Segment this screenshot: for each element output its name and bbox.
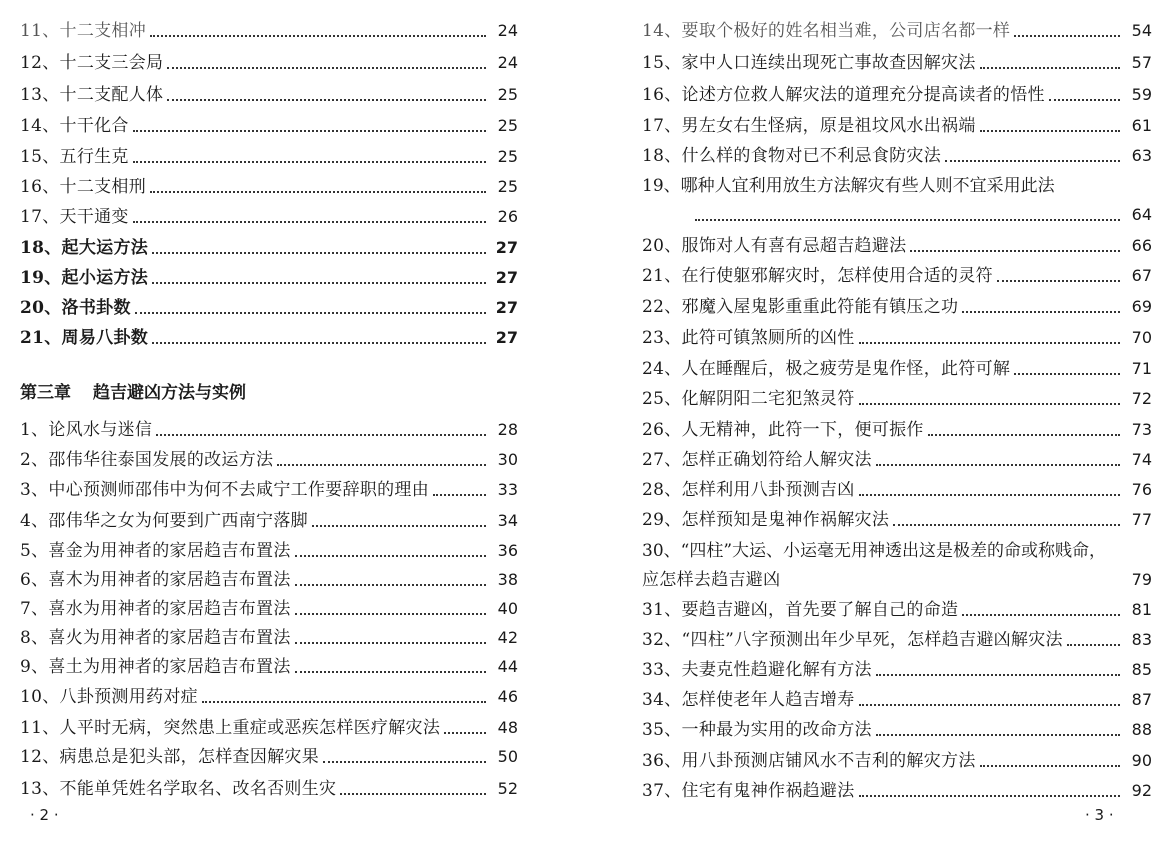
toc-entry-page: 48 xyxy=(497,718,518,737)
toc-entry[interactable] xyxy=(20,419,518,441)
dot-leader xyxy=(962,614,1120,616)
dot-leader xyxy=(152,252,486,254)
toc-entry[interactable] xyxy=(642,569,1152,591)
dot-leader xyxy=(859,403,1120,405)
toc-entry-page: 71 xyxy=(1131,359,1152,378)
toc-entry-page: 63 xyxy=(1131,146,1152,165)
toc-entry-page: 66 xyxy=(1131,236,1152,255)
dot-leader xyxy=(340,793,486,795)
toc-entry[interactable] xyxy=(642,388,1152,410)
toc-entry-label: 27、怎样正确划符给人解灾法 xyxy=(642,450,872,470)
toc-entry-label: 12、十二支三会局 xyxy=(20,53,164,73)
toc-entry-page: 30 xyxy=(497,450,518,469)
toc-entry-label: 11、十二支相冲 xyxy=(20,21,147,41)
toc-entry-label: 15、五行生克 xyxy=(20,147,129,167)
toc-entry-label: 4、邵伟华之女为何要到广西南宁落脚 xyxy=(20,511,308,531)
dot-leader xyxy=(167,67,486,69)
toc-entry-label: 17、男左女右生怪病，原是祖坟风水出祸端 xyxy=(642,116,976,136)
toc-entry[interactable] xyxy=(20,20,518,42)
toc-entry-label: 21、在行使躯邪解灾时，怎样使用合适的灵符 xyxy=(642,266,993,286)
dot-leader xyxy=(167,99,486,101)
toc-entry-page: 61 xyxy=(1131,116,1152,135)
toc-entry-label: 18、起大运方法 xyxy=(20,238,149,258)
dot-leader xyxy=(876,674,1120,676)
toc-entry-label: 11、人平时无病，突然患上重症或恶疾怎样医疗解灾法 xyxy=(20,718,441,738)
toc-entry[interactable] xyxy=(20,569,518,591)
toc-entry-label: 10、八卦预测用药对症 xyxy=(20,687,198,707)
toc-entry-page: 50 xyxy=(497,747,518,766)
dot-leader xyxy=(1014,35,1120,37)
toc-entry[interactable] xyxy=(20,717,518,739)
toc-entry-label: 应怎样去趋吉避凶 xyxy=(642,570,781,590)
toc-entry[interactable] xyxy=(20,267,518,289)
toc-entry[interactable] xyxy=(642,659,1152,681)
toc-entry-label: 20、服饰对人有喜有忌超吉趋避法 xyxy=(642,236,907,256)
dot-leader xyxy=(893,524,1120,526)
toc-entry[interactable] xyxy=(642,419,1152,441)
toc-entry[interactable] xyxy=(20,237,518,259)
toc-entry[interactable] xyxy=(20,52,518,74)
toc-entry-label: 2、邵伟华往泰国发展的改运方法 xyxy=(20,450,274,470)
toc-entry-label: 36、用八卦预测店铺风水不吉利的解灾方法 xyxy=(642,751,976,771)
toc-entry-page: 25 xyxy=(497,116,518,135)
toc-entry[interactable] xyxy=(695,204,1152,226)
toc-entry-page: 88 xyxy=(1131,720,1152,739)
dot-leader xyxy=(980,765,1120,767)
dot-leader xyxy=(152,282,486,284)
toc-entry[interactable] xyxy=(642,479,1152,501)
toc-entry-page: 52 xyxy=(497,779,518,798)
dot-leader xyxy=(444,732,486,734)
dot-leader xyxy=(133,221,486,223)
toc-entry[interactable] xyxy=(642,629,1152,651)
toc-entry-page: 79 xyxy=(1131,570,1152,589)
toc-entry-page: 69 xyxy=(1131,297,1152,316)
toc-entry-page: 76 xyxy=(1131,480,1152,499)
dot-leader xyxy=(1067,644,1120,646)
dot-leader xyxy=(202,701,486,703)
toc-entry-label: 26、人无精神，此符一下，便可振作 xyxy=(642,420,924,440)
toc-entry[interactable] xyxy=(642,52,1152,74)
toc-entry-label: 15、家中人口连续出现死亡事故查因解灾法 xyxy=(642,53,976,73)
toc-entry[interactable] xyxy=(642,115,1152,137)
toc-entry-page: 38 xyxy=(497,570,518,589)
toc-entry[interactable] xyxy=(20,540,518,562)
toc-entry-page: 85 xyxy=(1131,660,1152,679)
dot-leader xyxy=(962,311,1120,313)
toc-entry[interactable] xyxy=(20,206,518,228)
toc-entry-page: 24 xyxy=(497,53,518,72)
toc-entry[interactable] xyxy=(642,296,1152,318)
toc-entry-label: 29、怎样预知是鬼神作祸解灾法 xyxy=(642,510,890,530)
page-number: · 2 · xyxy=(30,806,59,824)
toc-entry[interactable] xyxy=(642,235,1152,257)
dot-leader xyxy=(150,35,486,37)
toc-entry[interactable] xyxy=(20,327,518,349)
toc-entry-label: 23、此符可镇煞厕所的凶性 xyxy=(642,328,855,348)
dot-leader xyxy=(859,704,1120,706)
toc-entry-page: 34 xyxy=(497,511,518,530)
toc-entry-label[interactable]: 19、哪种人宜利用放生方法解灾有些人则不宜采用此法 xyxy=(642,176,1055,196)
toc-entry-page: 33 xyxy=(497,480,518,499)
chapter-title: 趋吉避凶方法与实例 xyxy=(93,383,246,403)
toc-entry-page: 25 xyxy=(497,147,518,166)
toc-entry[interactable] xyxy=(642,265,1152,287)
toc-entry-label: 16、十二支相刑 xyxy=(20,177,147,197)
toc-entry-label: 13、十二支配人体 xyxy=(20,85,164,105)
dot-leader xyxy=(135,312,486,314)
dot-leader xyxy=(859,342,1120,344)
toc-entry[interactable] xyxy=(642,750,1152,772)
dot-leader xyxy=(312,525,486,527)
dot-leader xyxy=(997,280,1120,282)
toc-entry-page: 25 xyxy=(497,177,518,196)
toc-entry-page: 36 xyxy=(497,541,518,560)
left-page xyxy=(0,0,560,846)
toc-entry[interactable] xyxy=(20,746,518,768)
dot-leader xyxy=(928,434,1120,436)
toc-entry[interactable] xyxy=(642,509,1152,531)
toc-entry-page: 27 xyxy=(495,328,518,347)
toc-entry-page: 64 xyxy=(1131,205,1152,224)
toc-entry-page: 70 xyxy=(1131,328,1152,347)
toc-entry-page: 27 xyxy=(495,268,518,287)
toc-entry-label: 22、邪魔入屋鬼影重重此符能有镇压之功 xyxy=(642,297,959,317)
toc-entry-page: 72 xyxy=(1131,389,1152,408)
toc-entry[interactable] xyxy=(642,689,1152,711)
toc-entry-page: 67 xyxy=(1131,266,1152,285)
dot-leader xyxy=(876,734,1120,736)
toc-entry-label: 33、夫妻克性趋避化解有方法 xyxy=(642,660,872,680)
toc-entry-label: 35、一种最为实用的改命方法 xyxy=(642,720,872,740)
toc-entry[interactable] xyxy=(20,778,518,800)
toc-entry-page: 92 xyxy=(1131,781,1152,800)
dot-leader xyxy=(277,464,486,466)
toc-entry-label: 9、喜土为用神者的家居趋吉布置法 xyxy=(20,657,291,677)
toc-entry-page: 90 xyxy=(1131,751,1152,770)
toc-entry-label: 16、论述方位救人解灾法的道理充分提高读者的悟性 xyxy=(642,85,1045,105)
toc-entry[interactable] xyxy=(20,176,518,198)
toc-entry[interactable] xyxy=(642,599,1152,621)
toc-entry[interactable] xyxy=(642,358,1152,380)
toc-entry[interactable] xyxy=(642,84,1152,106)
toc-entry[interactable] xyxy=(20,656,518,678)
toc-entry-page: 77 xyxy=(1131,510,1152,529)
dot-leader xyxy=(980,67,1120,69)
dot-leader xyxy=(295,555,486,557)
toc-entry-page: 73 xyxy=(1131,420,1152,439)
toc-entry[interactable] xyxy=(20,297,518,319)
toc-entry[interactable] xyxy=(642,780,1152,802)
toc-entry-label: 34、怎样使老年人趋吉增寿 xyxy=(642,690,855,710)
toc-entry-label: 21、周易八卦数 xyxy=(20,328,149,348)
toc-entry-label: 32、“四柱”八字预测出年少早死，怎样趋吉避凶解灾法 xyxy=(642,630,1063,650)
dot-leader xyxy=(133,130,486,132)
dot-leader xyxy=(910,250,1120,252)
dot-leader xyxy=(859,795,1120,797)
dot-leader xyxy=(323,761,486,763)
toc-entry-label: 19、起小运方法 xyxy=(20,268,149,288)
dot-leader xyxy=(152,342,486,344)
toc-entry-page: 81 xyxy=(1131,600,1152,619)
toc-entry-page: 44 xyxy=(497,657,518,676)
toc-entry[interactable] xyxy=(642,20,1152,42)
dot-leader xyxy=(133,161,486,163)
toc-entry-label: 25、化解阴阳二宅犯煞灵符 xyxy=(642,389,855,409)
toc-entry[interactable] xyxy=(642,327,1152,349)
toc-entry-label: 13、不能单凭姓名学取名、改名否则生灾 xyxy=(20,779,337,799)
toc-entry[interactable] xyxy=(20,84,518,106)
dot-leader xyxy=(859,494,1120,496)
toc-entry-label: 37、住宅有鬼神作祸趋避法 xyxy=(642,781,855,801)
dot-leader xyxy=(980,130,1120,132)
toc-entry[interactable] xyxy=(20,510,518,532)
chapter-heading xyxy=(20,382,246,404)
dot-leader xyxy=(295,613,486,615)
toc-entry-page: 46 xyxy=(497,687,518,706)
toc-entry[interactable] xyxy=(20,479,518,501)
toc-entry-page: 74 xyxy=(1131,450,1152,469)
toc-entry-page: 26 xyxy=(497,207,518,226)
dot-leader xyxy=(295,642,486,644)
dot-leader xyxy=(1014,373,1120,375)
toc-entry-page: 87 xyxy=(1131,690,1152,709)
toc-entry[interactable] xyxy=(20,686,518,708)
toc-entry-label: 6、喜木为用神者的家居趋吉布置法 xyxy=(20,570,291,590)
chapter-number: 第三章 xyxy=(20,383,71,403)
toc-entry[interactable] xyxy=(20,115,518,137)
toc-entry-page: 28 xyxy=(497,420,518,439)
dot-leader xyxy=(695,219,1120,221)
toc-entry-label: 8、喜火为用神者的家居趋吉布置法 xyxy=(20,628,291,648)
toc-entry-label: 12、病患总是犯头部，怎样查因解灾果 xyxy=(20,747,320,767)
dot-leader xyxy=(876,464,1120,466)
page-number: · 3 · xyxy=(1085,806,1114,824)
dot-leader xyxy=(295,671,486,673)
toc-entry-label: 17、天干通变 xyxy=(20,207,129,227)
toc-entry-page: 25 xyxy=(497,85,518,104)
toc-entry-page: 24 xyxy=(497,21,518,40)
toc-entry-label: 14、要取个极好的姓名相当难，公司店名都一样 xyxy=(642,21,1011,41)
toc-entry[interactable] xyxy=(642,719,1152,741)
toc-entry[interactable] xyxy=(642,449,1152,471)
right-page xyxy=(585,0,1169,846)
dot-leader xyxy=(1049,99,1120,101)
toc-entry-label: 7、喜水为用神者的家居趋吉布置法 xyxy=(20,599,291,619)
toc-entry-label: 31、要趋吉避凶，首先要了解自己的命造 xyxy=(642,600,959,620)
toc-entry-label: 18、什么样的食物对已不利忌食防灾法 xyxy=(642,146,942,166)
toc-entry-label: 20、洛书卦数 xyxy=(20,298,131,318)
toc-entry-page: 54 xyxy=(1131,21,1152,40)
toc-entry-page: 27 xyxy=(495,298,518,317)
toc-entry-page: 42 xyxy=(497,628,518,647)
toc-entry-label[interactable]: 30、“四柱”大运、小运毫无用神透出这是极差的命或称贱命， xyxy=(642,541,1107,561)
toc-entry-page: 83 xyxy=(1131,630,1152,649)
toc-entry[interactable] xyxy=(20,146,518,168)
toc-entry[interactable] xyxy=(20,627,518,649)
dot-leader xyxy=(784,584,1120,586)
toc-entry-page: 40 xyxy=(497,599,518,618)
dot-leader xyxy=(156,434,486,436)
dot-leader xyxy=(295,584,486,586)
toc-entry-label: 3、中心预测师邵伟中为何不去咸宁工作要辞职的理由 xyxy=(20,480,430,500)
dot-leader xyxy=(945,160,1120,162)
dot-leader xyxy=(150,191,486,193)
toc-entry-label: 14、十干化合 xyxy=(20,116,129,136)
toc-entry-label: 24、人在睡醒后，极之疲劳是鬼作怪，此符可解 xyxy=(642,359,1011,379)
toc-entry-page: 27 xyxy=(495,238,518,257)
dot-leader xyxy=(433,494,486,496)
toc-entry-label: 28、怎样利用八卦预测吉凶 xyxy=(642,480,855,500)
toc-entry[interactable] xyxy=(20,449,518,471)
toc-entry-page: 59 xyxy=(1131,85,1152,104)
toc-entry[interactable] xyxy=(20,598,518,620)
toc-entry[interactable] xyxy=(642,145,1152,167)
toc-entry-label: 5、喜金为用神者的家居趋吉布置法 xyxy=(20,541,291,561)
toc-entry-label: 1、论风水与迷信 xyxy=(20,420,153,440)
toc-entry-page: 57 xyxy=(1131,53,1152,72)
